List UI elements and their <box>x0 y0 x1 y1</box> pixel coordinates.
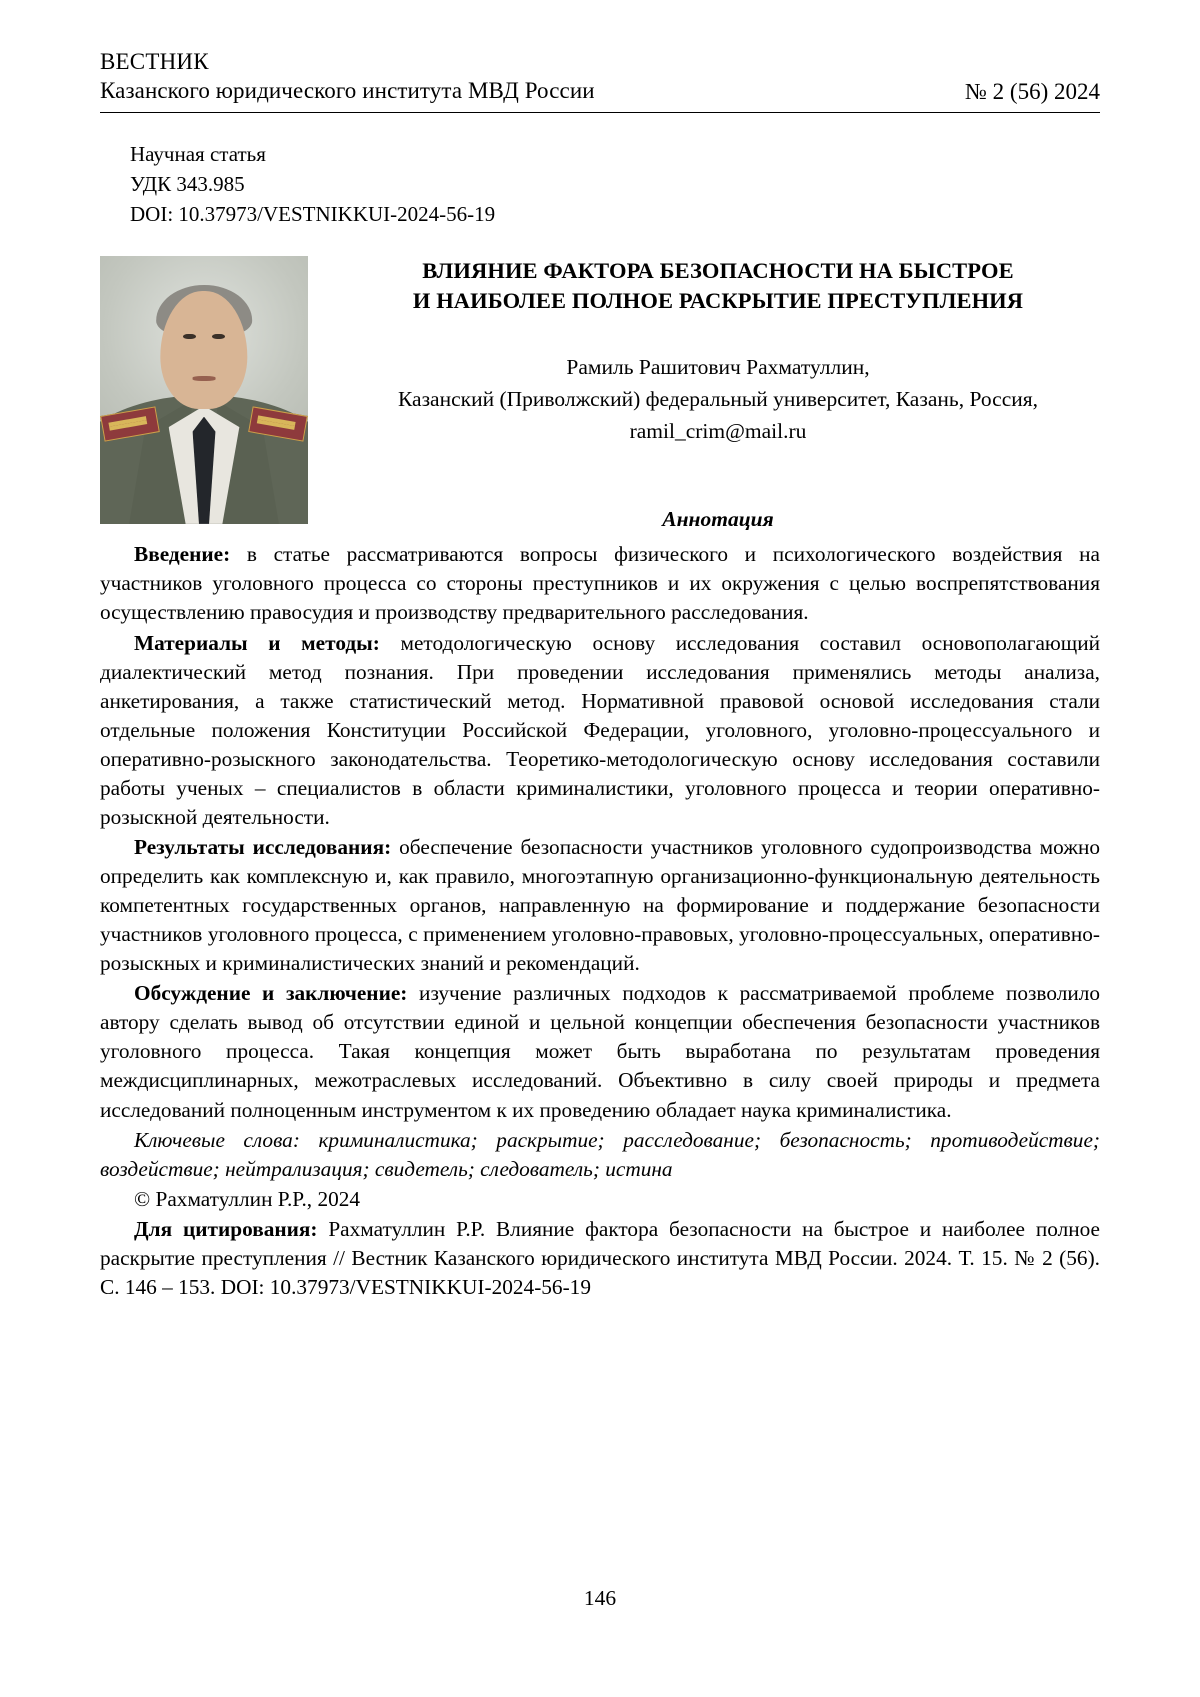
section-text: изучение различных подходов к рассматриваемой проблеме позволило автору сделать вывод об отсутствии единой и цельной концепции обеспечения безопасности участников уголовного процесса. Такая концепция может быть выработана по результатам проведения междисциплинарных, межотраслевых исследований. Объективно в силу своей природы и предмета исследований полноценным инструментом к их проведению обладает наука криминалистика. <box>100 981 1101 1122</box>
journal-name: ВЕСТНИК <box>100 49 209 74</box>
article-type: Научная статья <box>130 141 266 166</box>
author-portrait <box>100 256 308 524</box>
abstract-section <box>100 833 1100 978</box>
title-line-1: ВЛИЯНИЕ ФАКТОРА БЕЗОПАСНОСТИ НА БЫСТРОЕ <box>422 257 1014 283</box>
journal-subtitle: Казанского юридического института МВД России <box>100 77 595 103</box>
abstract-section <box>100 629 1100 832</box>
keywords-block <box>100 1126 1100 1184</box>
page-number: 146 <box>583 1586 617 1610</box>
page-header <box>100 48 1100 106</box>
section-lead: Материалы и методы: <box>134 630 380 655</box>
abstract-body <box>100 540 1100 1302</box>
portrait-mouth <box>193 376 216 380</box>
section-text: в статье рассматриваются вопросы физического и психологического воздействия на участников уголовного процесса со стороны преступников и их окружения с целью воспрепятствования осуществлению правосудия и производству предварительного расследования. <box>100 542 1100 625</box>
abstract-label: Аннотация <box>662 507 774 532</box>
author-block <box>336 351 1100 448</box>
keywords-label: Ключевые слова: <box>134 1127 300 1152</box>
page-title <box>336 256 1100 317</box>
section-lead: Введение: <box>134 542 231 567</box>
citation-block <box>100 1215 1100 1302</box>
keywords-list: криминалистика; раскрытие; расследование; безопасность; противодействие; воздействие; нейтрализация; свидетель; следователь; истина <box>100 1127 1100 1181</box>
author-email[interactable]: ramil_crim@mail.ru <box>629 419 807 444</box>
title-author-area <box>100 256 1100 533</box>
abstract-section <box>100 540 1100 627</box>
udk-code: УДК 343.985 <box>130 171 245 196</box>
section-text: методологическую основу исследования составил основополагающий диалектический метод познания. При проведении исследования применялись методы анализа, анкетирования, а также статистический метод. Нормативной правовой основой исследования стали отдельные положения Конституции Российской Федерации, уголовного, уголовно-процессуального и оперативно-розыскного законодательства. Теоретико-методологическую основу исследования составили работы ученых – специалистов в области криминалистики, уголовного процесса и теории оперативно-розыскной деятельности. <box>100 630 1100 829</box>
portrait-eye-left <box>183 334 195 340</box>
article-meta <box>130 139 1100 230</box>
doi-code: DOI: 10.37973/VESTNIKKUI-2024-56-19 <box>130 202 496 227</box>
portrait-face <box>160 291 247 409</box>
citation-text: Рахматуллин Р.Р. Влияние фактора безопасности на быстрое и наиболее полное раскрытие преступления // Вестник Казанского юридического института МВД России. 2024. Т. 15. № 2 (56). С. 146 – 153. DOI: 10.37973/VESTNIKKUI-2024-56-19 <box>100 1216 1100 1299</box>
citation-label: Для цитирования: <box>134 1216 318 1241</box>
issue-info: № 2 (56) 2024 <box>964 78 1100 104</box>
title-line-2: И НАИБОЛЕЕ ПОЛНОЕ РАСКРЫТИЕ ПРЕСТУПЛЕНИЯ <box>412 288 1024 314</box>
section-lead: Результаты исследования: <box>134 834 392 859</box>
section-text: обеспечение безопасности участников уголовного судопроизводства можно определить как комплексную и, как правило, многоэтапную организационно-функциональную деятельность компетентных государственных органов, направленную на формирование и поддержание безопасности участников уголовного процесса, с применением уголовно-правовых, уголовно-процессуальных, оперативно-розыскных и криминалистических знаний и рекомендаций. <box>100 834 1100 976</box>
section-lead: Обсуждение и заключение: <box>134 981 408 1006</box>
author-affiliation: Казанский (Приволжский) федеральный университет, Казань, Россия, <box>397 386 1039 411</box>
abstract-section <box>100 979 1100 1124</box>
header-divider <box>100 112 1100 113</box>
author-name: Рамиль Рашитович Рахматуллин, <box>566 354 870 379</box>
portrait-eye-right <box>212 334 224 340</box>
masthead-left <box>100 48 595 106</box>
copyright-line: © Рахматуллин Р.Р., 2024 <box>134 1186 361 1211</box>
